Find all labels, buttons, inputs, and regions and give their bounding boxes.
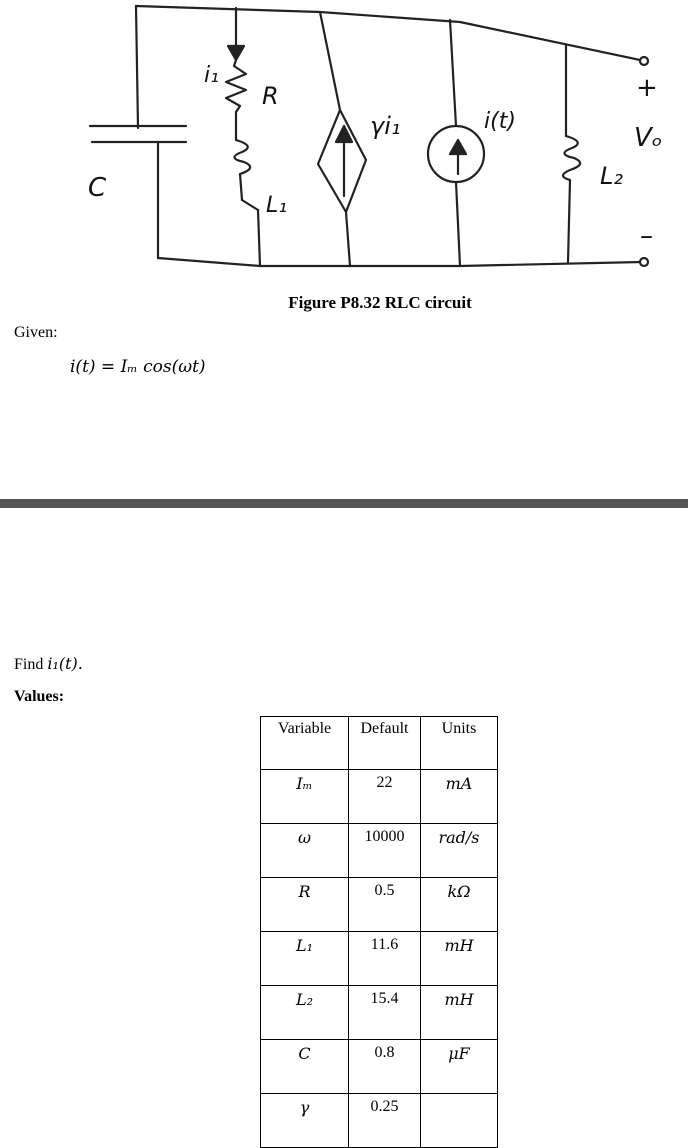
table-header-row [261,717,498,770]
cell-units: mA [421,770,498,824]
cell-variable: L₁ [261,932,349,986]
cell-default: 0.8 [349,1040,421,1094]
label-minus: – [640,221,653,251]
cell-default: 11.6 [349,932,421,986]
cell-units: rad/s [421,824,498,878]
cell-variable: C [261,1040,349,1094]
cell-variable: ω [261,824,349,878]
capacitor-branch [90,6,186,258]
cell-default: 10000 [349,824,421,878]
cell-variable: γ [261,1094,349,1148]
header-units: Units [421,717,498,770]
header-variable: Variable [261,717,349,770]
figure-caption: Figure P8.32 RLC circuit [288,293,472,312]
cell-default: 0.5 [349,878,421,932]
label-gamma-i1: γi₁ [370,112,401,140]
table-row [261,986,498,1040]
table-row [261,878,498,932]
find-target: i₁(t). [47,654,83,673]
cell-default: 0.25 [349,1094,421,1148]
cell-units: kΩ [421,878,498,932]
top-terminal [640,57,648,65]
find-prefix: Find [14,656,44,673]
cell-default: 15.4 [349,986,421,1040]
bottom-terminal [640,258,648,266]
label-c: C [88,173,107,203]
label-l2: L₂ [600,162,623,190]
table-row [261,932,498,986]
cell-default: 22 [349,770,421,824]
cell-variable: L₂ [261,986,349,1040]
cell-units: mH [421,986,498,1040]
section-divider [0,499,688,508]
table-row [261,1094,498,1148]
top-wire [136,6,640,60]
label-i1: i₁ [204,63,219,88]
label-r: R [262,82,279,110]
cell-units [421,1094,498,1148]
table-row [261,1040,498,1094]
label-it: i(t) [484,109,516,134]
cell-variable: Iₘ [261,770,349,824]
given-label: Given: [14,324,58,341]
values-label: Values: [14,688,65,705]
label-plus: + [636,73,658,103]
inductor-l2-branch [563,46,580,262]
values-table [260,716,498,1148]
given-equation: i(t) = Iₘ cos(ωt) [70,357,206,377]
cell-variable: R [261,878,349,932]
find-statement [14,654,83,674]
label-l1: L₁ [266,193,288,218]
table-row [261,824,498,878]
cell-units: mH [421,932,498,986]
dependent-source-branch [318,12,366,266]
label-vo: Vₒ [634,123,663,153]
cell-units: μF [421,1040,498,1094]
current-source-branch [428,20,484,266]
resistor-inductor-branch [226,8,260,266]
header-default: Default [349,717,421,770]
circuit-diagram [0,0,688,290]
table-row [261,770,498,824]
